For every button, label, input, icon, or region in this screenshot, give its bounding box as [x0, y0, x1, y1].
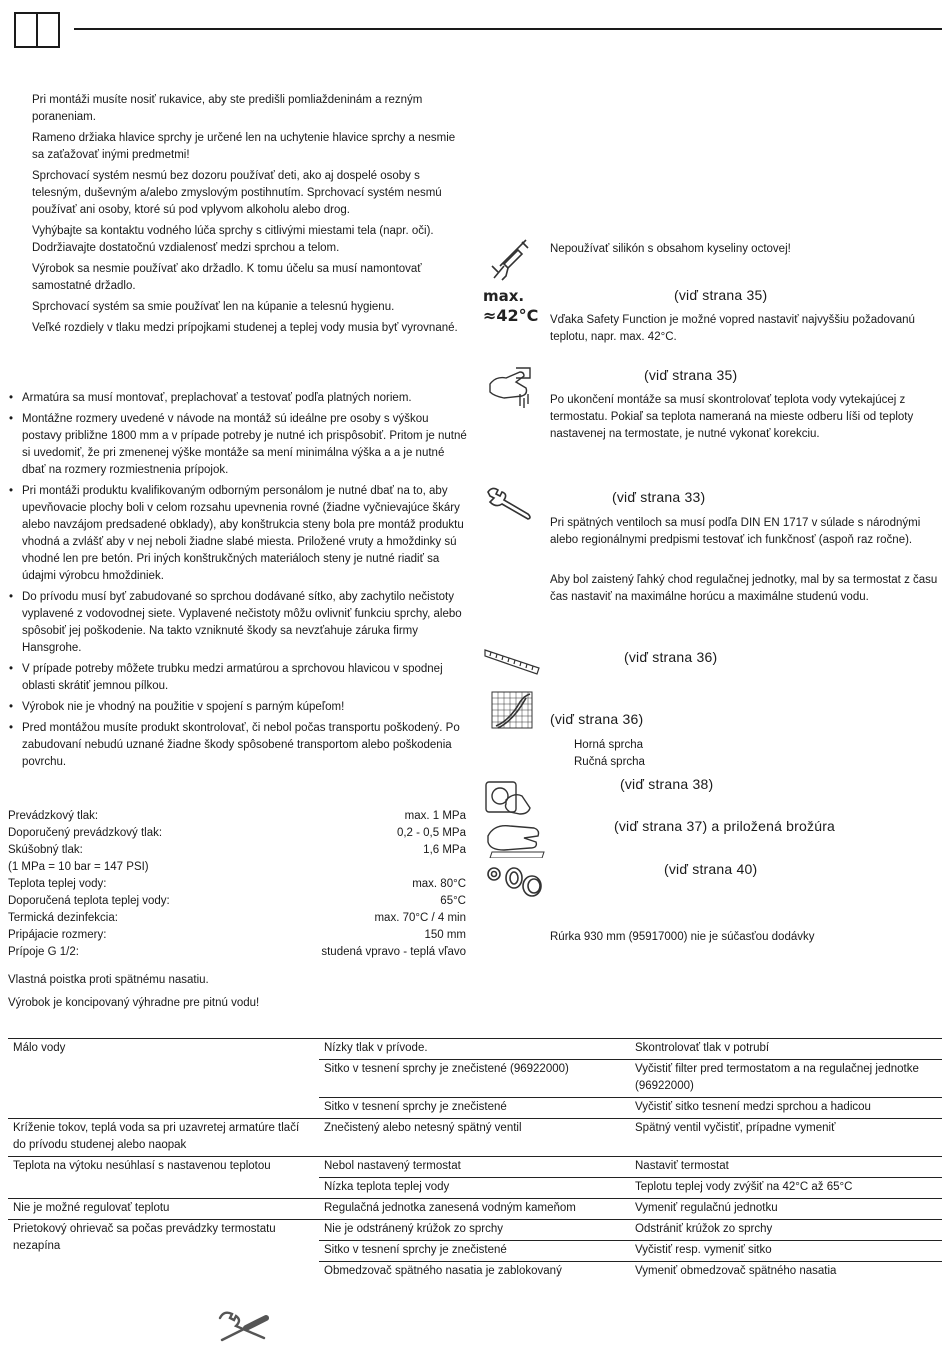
spec-label: Prípoje G 1/2:: [8, 946, 79, 958]
flow-chart-graph-icon: [490, 690, 534, 730]
upper-shower-label: Horná sprcha: [574, 739, 644, 751]
spec-row: [8, 825, 466, 842]
cause-cell: Sitko v tesnení sprchy je znečistené: [319, 1241, 630, 1262]
spec-value: 0,2 - 0,5 MPa: [396, 827, 466, 839]
remedy-cell: Vyčistiť filter pred termostatom a na regulačnej jednotke (96922000): [630, 1060, 942, 1098]
silicone-gun-icon: [486, 236, 532, 282]
hand-shower-label: Ručná sprcha: [574, 756, 645, 768]
remedy-cell: Vymeniť regulačnú jednotku: [630, 1199, 942, 1220]
problem-cell: Nie je možné regulovať teplotu: [8, 1199, 319, 1220]
spec-value: max. 70°C / 4 min: [374, 912, 466, 924]
spec-value: 150 mm: [424, 929, 466, 941]
spec-value: max. 1 MPa: [404, 810, 466, 822]
hand-wipe-icon: [484, 818, 546, 858]
problem-cell: Prietokový ohrievač sa počas prevádzky termostatu nezapína: [8, 1220, 319, 1283]
cause-cell: Nízky tlak v prívode.: [319, 1039, 630, 1060]
spec-label: Termická dezinfekcia:: [8, 912, 118, 924]
table-row: [8, 1157, 942, 1178]
spec-value: 1,6 MPa: [423, 844, 466, 856]
spec-label: Doporučená teplota teplej vody:: [8, 895, 170, 907]
installation-notes: [8, 390, 468, 775]
spec-row: [8, 808, 466, 825]
spec-label: Teplota teplej vody:: [8, 878, 107, 890]
technical-data: [8, 808, 466, 961]
spec-value: 65°C: [440, 895, 466, 907]
spec-row: [8, 910, 466, 927]
spec-row: [8, 859, 466, 876]
safety-paragraph: Výrobok sa nesmie používať ako držadlo. K tomu účelu sa musí namontovať samostatné držadlo.: [32, 263, 422, 292]
page-reference: (viď strana 37) a priložená brožúra: [614, 818, 836, 834]
installation-bullet: • Pred montážou musíte produkt skontrolovať, či nebol počas transportu poškodený. Po zabudovaní nebudú uznané žiadne škody spôsobené transportom alebo poškodenia povrchu.: [8, 720, 468, 771]
cause-cell: Nie je odstránený krúžok zo sprchy: [319, 1220, 630, 1241]
spec-label: (1 MPa = 10 bar = 147 PSI): [8, 861, 149, 873]
spec-row: [8, 893, 466, 910]
safety-function-text: Vďaka Safety Function je možné vopred nastaviť najvyššiu požadovanú teplotu, napr. max. 42°C.: [550, 314, 915, 343]
note-line: Vlastná poistka proti spätnému nasatiu.: [8, 974, 209, 986]
temperature-check-text: Po ukončení montáže sa musí skontrolovať teplota vody vytekajúcej z termostatu. Pokiaľ sa teplota nameraná na mieste odberu líši od teploty nastavenej na termostate, je nutné vykonať korekciu.: [550, 394, 914, 440]
remedy-cell: Vyčistiť resp. vymeniť sitko: [630, 1241, 942, 1262]
cause-cell: Znečistený alebo netesný spätný ventil: [319, 1119, 630, 1157]
table-row: [8, 1119, 942, 1157]
wrench-icon: [486, 486, 536, 520]
header-rule: [74, 28, 942, 30]
cause-cell: Regulačná jednotka zanesená vodným kameňom: [319, 1199, 630, 1220]
table-row: [8, 1039, 942, 1060]
remedy-cell: Nastaviť termostat: [630, 1157, 942, 1178]
silicone-warning: Nepoužívať silikón s obsahom kyseliny octovej!: [550, 243, 791, 255]
hand-cleaning-icon: [484, 778, 534, 818]
spec-row: [8, 944, 466, 961]
cause-cell: Sitko v tesnení sprchy je znečistené (96922000): [319, 1060, 630, 1098]
safety-paragraph: Rameno držiaka hlavice sprchy je určené len na uchytenie hlavice sprchy a nesmie sa zaťažovať inými predmetmi!: [32, 132, 456, 161]
safety-paragraph: Sprchovací systém sa smie používať len na kúpanie a telesnú hygienu.: [32, 301, 395, 313]
safety-notes: [32, 92, 464, 341]
max-temperature-value: ≈42°C: [483, 306, 539, 325]
spec-row: [8, 876, 466, 893]
remedy-cell: Vymeniť obmedzovač spätného nasatia: [630, 1262, 942, 1283]
hand-thermostat-icon: [486, 364, 536, 410]
safety-paragraph: Sprchovací systém nesmú bez dozoru používať deti, ako aj dospelé osoby s telesným, duševným a/alebo zmyslovým postihnutím. Sprchovací systém nesmú používať ani osoby, ktoré sú pod vplyvom alkoholu alebo drog.: [32, 170, 442, 216]
spec-value: studená vpravo - teplá vľavo: [321, 946, 466, 958]
max-temperature-label: [483, 286, 545, 326]
table-row: [8, 1199, 942, 1220]
installation-bullet: • Armatúra sa musí montovať, preplachovať a testovať podľa platných noriem.: [8, 390, 468, 407]
cause-cell: Nízka teplota teplej vody: [319, 1178, 630, 1199]
remedy-cell: Spätný ventil vyčistiť, prípadne vymeniť: [630, 1119, 942, 1157]
cause-cell: Sitko v tesnení sprchy je znečistené: [319, 1098, 630, 1119]
max-label: max.: [483, 287, 525, 305]
spec-row: [8, 927, 466, 944]
spec-label: Skúšobný tlak:: [8, 844, 83, 856]
spec-row: [8, 842, 466, 859]
table-row: [8, 1220, 942, 1241]
installation-bullet: • Montážne rozmery uvedené v návode na montáž sú ideálne pre osoby s výškou postavy približne 1800 mm a v prípade potreby je nutné ich prispôsobiť. Pritom je nutné si uvedomiť, že pri zmenenej výške montáže sa mení minimálna výška a a je nutné dbať na rozmery rozmiestnenia prípojok.: [8, 411, 468, 479]
page-reference: (viď strana 35): [674, 287, 768, 303]
seal-ring-parts-icon: [484, 858, 546, 898]
safety-paragraph: Veľké rozdiely v tlaku medzi prípojkami studenej a teplej vody musia byť vyrovnané.: [32, 322, 458, 334]
pipe-note: Rúrka 930 mm (95917000) nie je súčasťou dodávky: [550, 931, 815, 943]
safety-paragraph: Vyhýbajte sa kontaktu vodného lúča sprchy s citlivými miestami tela (napr. oči). Dodržiavajte dostatočnú vzdialenosť medzi sprchou a telom.: [32, 225, 434, 254]
remedy-cell: Skontrolovať tlak v potrubí: [630, 1039, 942, 1060]
note-line: Výrobok je koncipovaný výhradne pre pitnú vodu!: [8, 997, 260, 1009]
installation-bullet: • Výrobok nie je vhodný na použitie v spojení s parným kúpeľom!: [8, 699, 468, 716]
spec-label: Pripájacie rozmery:: [8, 929, 107, 941]
troubleshooting-table: [8, 1038, 942, 1282]
manual-book-icon: [14, 12, 60, 48]
spec-label: Doporučený prevádzkový tlak:: [8, 827, 163, 839]
installation-bullet: • V prípade potreby môžete trubku medzi armatúrou a sprchovou hlavicou v spodnej oblasti skrátiť jemnou pílkou.: [8, 661, 468, 695]
page-reference: (viď strana 40): [664, 861, 758, 877]
installation-bullet: • Pri montáži produktu kvalifikovaným odborným personálom je nutné dbať na to, aby upevňovacie plochy boli v celom rozsahu upevnenia rovné (žiadne vyčnievajúce škáry alebo navzájom predsadené obklady), aby konštrukcia steny bola pre montáž produktu vhodná a zvlášť aby v nej neboli žiadne slabé miesta. Priložené vruty a hmoždinky sú vhodné len pre betón. Pri iných konštrukčných materiáloch steny je nutné riadiť sa údajmi výrobcu hmoždiniek.: [8, 483, 468, 585]
problem-cell: Málo vody: [8, 1039, 319, 1119]
page-reference: (viď strana 36): [550, 711, 644, 727]
page-reference: (viď strana 38): [620, 776, 714, 792]
product-notes: [8, 972, 466, 1012]
problem-cell: Kríženie tokov, teplá voda sa pri uzavretej armatúre tlačí do prívodu studenej alebo naopak: [8, 1119, 319, 1157]
installation-bullet: • Do prívodu musí byť zabudované so sprchou dodávané sítko, aby zachytilo nečistoty vyplavené z vodovodnej siete. Vyplavené nečistoty môžu ovlivniť funkciu sprchy, alebo spôsobiť jej poškodenie. Na takto vzniknuté škody sa nevzťahuje záruka firmy Hansgrohe.: [8, 589, 468, 657]
safety-paragraph: Pri montáži musíte nosiť rukavice, aby ste predišli pomliaždeninám a rezným poraneniam.: [32, 94, 423, 123]
problem-cell: Teplota na výtoku nesúhlasí s nastavenou teplotou: [8, 1157, 319, 1199]
scale-ruler-icon: [483, 648, 541, 686]
spec-value: max. 80°C: [412, 878, 466, 890]
page-reference: (viď strana 35): [644, 367, 738, 383]
page-reference: (viď strana 36): [624, 649, 718, 665]
remedy-cell: Odstrániť krúžok zo sprchy: [630, 1220, 942, 1241]
tools-icon: [216, 1306, 272, 1344]
cause-cell: Obmedzovač spätného nasatia je zablokovaný: [319, 1262, 630, 1283]
page-reference: (viď strana 33): [612, 489, 706, 505]
regulation-text: Aby bol zaistený ľahký chod regulačnej jednotky, mal by sa termostat z času čas nastaviť na maximálne horúcu a maximálne studenú vodu.: [550, 574, 938, 603]
spec-label: Prevádzkový tlak:: [8, 810, 99, 822]
cause-cell: Nebol nastavený termostat: [319, 1157, 630, 1178]
check-valves-text: Pri spätných ventiloch sa musí podľa DIN EN 1717 v súlade s národnými alebo regionálnymi predpismi testovať ich funkčnosť (aspoň raz ročne).: [550, 517, 921, 546]
remedy-cell: Vyčistiť sitko tesnení medzi sprchou a hadicou: [630, 1098, 942, 1119]
remedy-cell: Teplotu teplej vody zvýšiť na 42°C až 65°C: [630, 1178, 942, 1199]
